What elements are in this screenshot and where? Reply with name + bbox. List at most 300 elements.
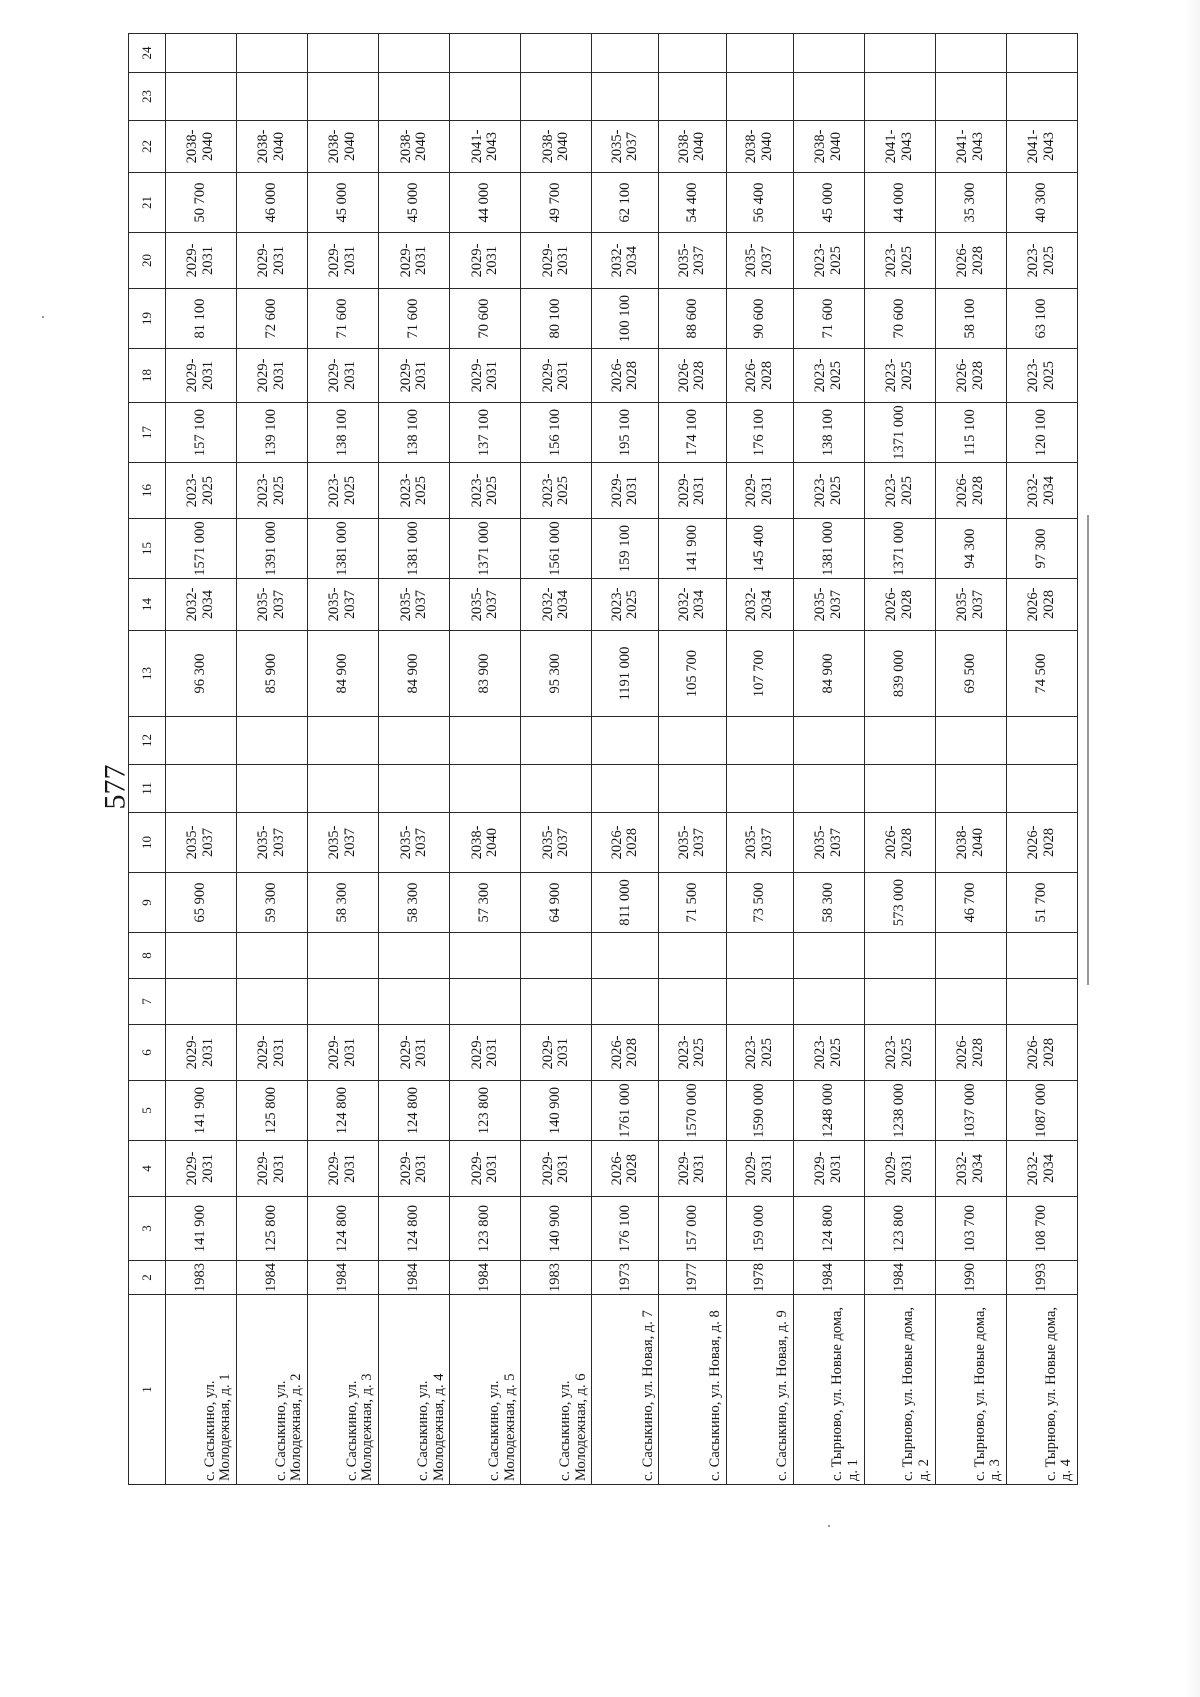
table-cell	[521, 765, 592, 813]
table-cell: 124 800	[379, 1081, 450, 1141]
table-cell: 2032-2034	[166, 579, 237, 631]
table-cell: 176 100	[726, 403, 793, 463]
table-cell: 84 900	[308, 631, 379, 717]
table-cell: 50 700	[166, 173, 237, 233]
table-cell	[935, 34, 1006, 73]
table-row	[1006, 34, 1077, 1485]
table-cell	[864, 717, 935, 765]
table-cell: 2026-2028	[935, 349, 1006, 403]
table-cell: 64 900	[521, 873, 592, 933]
table-cell: 2029-2031	[521, 233, 592, 289]
scan-speck	[828, 1525, 830, 1527]
table-cell: 84 900	[793, 631, 864, 717]
table-cell: 125 800	[237, 1197, 308, 1261]
table-cell	[659, 717, 726, 765]
table-cell: 1977	[659, 1261, 726, 1295]
table-cell: 2029-2031	[793, 1141, 864, 1197]
table-cell	[592, 933, 659, 979]
table-cell: 2023-2025	[237, 463, 308, 519]
table-row	[592, 34, 659, 1485]
table-cell: 46 000	[237, 173, 308, 233]
table-cell: 2023-2025	[1006, 233, 1077, 289]
table-row	[308, 34, 379, 1485]
table-cell	[521, 933, 592, 979]
table-cell: 58 300	[793, 873, 864, 933]
table-cell: 2023-2025	[450, 463, 521, 519]
table-cell	[592, 717, 659, 765]
table-cell: 123 800	[450, 1197, 521, 1261]
table-cell: 2032-2034	[592, 233, 659, 289]
column-header: 20	[129, 233, 166, 289]
table-cell: 35 300	[935, 173, 1006, 233]
table-cell	[864, 933, 935, 979]
table-cell: 88 600	[659, 289, 726, 349]
column-header: 18	[129, 349, 166, 403]
table-cell: 2041-2043	[935, 121, 1006, 173]
table-cell	[935, 717, 1006, 765]
column-header: 14	[129, 579, 166, 631]
table-cell: 45 000	[308, 173, 379, 233]
table-cell: 124 800	[308, 1081, 379, 1141]
table-cell	[793, 34, 864, 73]
table-cell: 839 000	[864, 631, 935, 717]
table-cell: 2023-2025	[793, 463, 864, 519]
separator-line	[1087, 515, 1089, 985]
table-cell: 44 000	[450, 173, 521, 233]
table-cell: 811 000	[592, 873, 659, 933]
table-cell: 2023-2025	[592, 579, 659, 631]
data-table	[128, 33, 1078, 1485]
table-cell: 105 700	[659, 631, 726, 717]
table-cell: 2023-2025	[864, 463, 935, 519]
table-cell: 1983	[521, 1261, 592, 1295]
scan-speck	[42, 316, 44, 318]
table-cell	[726, 765, 793, 813]
table-cell: 1087 000	[1006, 1081, 1077, 1141]
table-row	[726, 34, 793, 1485]
table-cell: 2032-2034	[1006, 1141, 1077, 1197]
table-row	[521, 34, 592, 1485]
table-cell: 2029-2031	[450, 349, 521, 403]
table-cell: 71 500	[659, 873, 726, 933]
table-cell: 2035-2037	[308, 579, 379, 631]
table-cell: 1984	[793, 1261, 864, 1295]
table-cell: 159 100	[592, 519, 659, 579]
table-cell	[379, 73, 450, 121]
table-cell: 123 800	[864, 1197, 935, 1261]
table-cell	[237, 717, 308, 765]
table-cell: 49 700	[521, 173, 592, 233]
table-row	[166, 34, 237, 1485]
table-cell: 72 600	[237, 289, 308, 349]
table-row	[659, 34, 726, 1485]
table-cell: 1371 000	[864, 403, 935, 463]
table-cell: 2029-2031	[521, 1141, 592, 1197]
table-cell	[379, 717, 450, 765]
table-cell: 71 600	[793, 289, 864, 349]
table-cell	[450, 717, 521, 765]
table-cell	[166, 73, 237, 121]
table-cell: 2023-2025	[726, 1025, 793, 1081]
table-cell: 2029-2031	[521, 1025, 592, 1081]
table-cell: 2035-2037	[379, 813, 450, 873]
table-row	[864, 34, 935, 1485]
table-cell: 2026-2028	[864, 813, 935, 873]
table-cell: 108 700	[1006, 1197, 1077, 1261]
table-cell: 2035-2037	[450, 579, 521, 631]
table-cell: 2023-2025	[864, 233, 935, 289]
table-cell: 2026-2028	[592, 349, 659, 403]
table-cell: 1381 000	[793, 519, 864, 579]
table-cell: 2026-2028	[935, 233, 1006, 289]
table-cell: 2035-2037	[726, 233, 793, 289]
table-cell: 1570 000	[659, 1081, 726, 1141]
table-cell	[935, 979, 1006, 1025]
table-cell: 2023-2025	[793, 1025, 864, 1081]
table-cell: 2029-2031	[379, 233, 450, 289]
table-cell	[237, 933, 308, 979]
table-cell	[450, 933, 521, 979]
table-cell	[237, 34, 308, 73]
table-cell: 1978	[726, 1261, 793, 1295]
table-cell: 2038-2040	[450, 813, 521, 873]
table-cell: 2029-2031	[166, 1025, 237, 1081]
table-cell: 85 900	[237, 631, 308, 717]
table-cell	[379, 34, 450, 73]
column-header: 2	[129, 1261, 166, 1295]
table-cell: 140 900	[521, 1081, 592, 1141]
table-cell: 45 000	[793, 173, 864, 233]
table-cell: 1984	[379, 1261, 450, 1295]
column-header: 24	[129, 34, 166, 73]
table-cell	[308, 717, 379, 765]
table-cell: 2035-2037	[726, 813, 793, 873]
table-cell	[308, 979, 379, 1025]
table-cell: 1571 000	[166, 519, 237, 579]
table-cell: 124 800	[308, 1197, 379, 1261]
table-row	[379, 34, 450, 1485]
table-cell: 2026-2028	[592, 1025, 659, 1081]
table-cell: 96 300	[166, 631, 237, 717]
table-cell: 2029-2031	[237, 1141, 308, 1197]
table-cell: 57 300	[450, 873, 521, 933]
table-cell	[166, 979, 237, 1025]
table-cell	[864, 979, 935, 1025]
table-cell: 1993	[1006, 1261, 1077, 1295]
table-cell: 63 100	[1006, 289, 1077, 349]
table-cell: 123 800	[450, 1081, 521, 1141]
table-cell: 2026-2028	[935, 463, 1006, 519]
table-cell: 120 100	[1006, 403, 1077, 463]
column-header: 1	[129, 1295, 166, 1485]
table-cell	[726, 34, 793, 73]
table-cell: 2026-2028	[1006, 579, 1077, 631]
address-cell: с. Тырново, ул. Новые дома, д. 4	[1006, 1295, 1077, 1485]
table-cell: 1248 000	[793, 1081, 864, 1141]
address-cell: с. Сасыкино, ул. Молодежная, д. 5	[450, 1295, 521, 1485]
column-header: 12	[129, 717, 166, 765]
table-cell: 138 100	[379, 403, 450, 463]
table-row	[237, 34, 308, 1485]
table-cell: 2032-2034	[726, 579, 793, 631]
table-cell: 2038-2040	[521, 121, 592, 173]
table-cell: 2029-2031	[237, 349, 308, 403]
table-cell: 95 300	[521, 631, 592, 717]
table-cell	[450, 765, 521, 813]
table-cell: 1381 000	[308, 519, 379, 579]
table-cell: 2038-2040	[793, 121, 864, 173]
table-cell: 44 000	[864, 173, 935, 233]
table-cell: 1761 000	[592, 1081, 659, 1141]
table-cell	[308, 34, 379, 73]
column-header: 8	[129, 933, 166, 979]
table-cell	[726, 717, 793, 765]
column-header: 19	[129, 289, 166, 349]
table-cell: 2026-2028	[592, 1141, 659, 1197]
address-cell: с. Сасыкино, ул. Новая, д. 8	[659, 1295, 726, 1485]
table-cell: 58 300	[379, 873, 450, 933]
table-cell	[237, 765, 308, 813]
table-cell: 81 100	[166, 289, 237, 349]
table-cell: 138 100	[308, 403, 379, 463]
table-cell	[166, 717, 237, 765]
table-cell	[659, 765, 726, 813]
table-cell	[793, 979, 864, 1025]
table-cell: 56 400	[726, 173, 793, 233]
address-cell: с. Сасыкино, ул. Молодежная, д. 4	[379, 1295, 450, 1485]
table-cell: 156 100	[521, 403, 592, 463]
header-row	[129, 34, 166, 1485]
table-cell: 2029-2031	[450, 1141, 521, 1197]
table-cell: 2029-2031	[308, 1141, 379, 1197]
table-cell: 2026-2028	[1006, 1025, 1077, 1081]
table-cell: 2029-2031	[864, 1141, 935, 1197]
table-cell: 2029-2031	[726, 463, 793, 519]
table-cell: 2041-2043	[864, 121, 935, 173]
table-cell: 100 100	[592, 289, 659, 349]
table-cell: 2029-2031	[237, 1025, 308, 1081]
table-cell: 174 100	[659, 403, 726, 463]
table-cell	[793, 717, 864, 765]
table-cell: 84 900	[379, 631, 450, 717]
table-cell: 70 600	[450, 289, 521, 349]
table-cell: 137 100	[450, 403, 521, 463]
table-cell: 124 800	[379, 1197, 450, 1261]
table-cell: 2029-2031	[308, 1025, 379, 1081]
table-row	[793, 34, 864, 1485]
table-cell: 141 900	[659, 519, 726, 579]
table-cell: 2023-2025	[1006, 349, 1077, 403]
address-cell: с. Тырново, ул. Новые дома, д. 2	[864, 1295, 935, 1485]
rotated-table-wrapper	[128, 46, 1078, 1485]
table-cell	[379, 933, 450, 979]
table-cell: 2038-2040	[659, 121, 726, 173]
table-cell	[521, 979, 592, 1025]
table-cell: 2035-2037	[935, 579, 1006, 631]
table-cell: 2029-2031	[379, 1025, 450, 1081]
table-cell	[592, 73, 659, 121]
table-cell: 2038-2040	[308, 121, 379, 173]
table-cell	[308, 73, 379, 121]
table-cell	[521, 717, 592, 765]
table-cell: 159 000	[726, 1197, 793, 1261]
table-cell: 58 300	[308, 873, 379, 933]
table-cell	[1006, 979, 1077, 1025]
table-cell: 157 000	[659, 1197, 726, 1261]
table-cell: 1391 000	[237, 519, 308, 579]
table-cell: 2041-2043	[450, 121, 521, 173]
table-cell: 1990	[935, 1261, 1006, 1295]
table-cell	[659, 73, 726, 121]
table-cell	[726, 73, 793, 121]
column-header: 10	[129, 813, 166, 873]
table-cell	[592, 34, 659, 73]
table-cell: 125 800	[237, 1081, 308, 1141]
table-cell: 90 600	[726, 289, 793, 349]
table-cell: 74 500	[1006, 631, 1077, 717]
table-cell	[864, 34, 935, 73]
table-cell: 2023-2025	[521, 463, 592, 519]
table-cell: 2029-2031	[237, 233, 308, 289]
table-cell: 2023-2025	[308, 463, 379, 519]
table-cell: 2035-2037	[659, 233, 726, 289]
table-cell: 2026-2028	[864, 579, 935, 631]
column-header: 17	[129, 403, 166, 463]
table-cell: 115 100	[935, 403, 1006, 463]
table-cell: 46 700	[935, 873, 1006, 933]
table-cell: 145 400	[726, 519, 793, 579]
table-cell: 2029-2031	[308, 233, 379, 289]
table-cell: 54 400	[659, 173, 726, 233]
table-cell	[521, 34, 592, 73]
column-header: 13	[129, 631, 166, 717]
table-cell: 2029-2031	[726, 1141, 793, 1197]
table-cell: 2035-2037	[166, 813, 237, 873]
table-cell	[793, 73, 864, 121]
table-cell: 1973	[592, 1261, 659, 1295]
table-cell	[726, 979, 793, 1025]
table-cell: 2035-2037	[793, 813, 864, 873]
table-cell: 58 100	[935, 289, 1006, 349]
table-cell	[1006, 933, 1077, 979]
address-cell: с. Сасыкино, ул. Новая, д. 7	[592, 1295, 659, 1485]
table-cell	[450, 34, 521, 73]
table-cell	[659, 34, 726, 73]
table-cell: 2023-2025	[864, 349, 935, 403]
table-cell	[1006, 34, 1077, 73]
table-cell: 70 600	[864, 289, 935, 349]
table-cell	[379, 765, 450, 813]
table-cell: 2029-2031	[166, 1141, 237, 1197]
table-cell: 2035-2037	[659, 813, 726, 873]
table-cell: 2038-2040	[237, 121, 308, 173]
table-cell: 40 300	[1006, 173, 1077, 233]
table-cell	[379, 979, 450, 1025]
table-cell: 2029-2031	[450, 233, 521, 289]
table-cell: 2035-2037	[237, 579, 308, 631]
table-row	[935, 34, 1006, 1485]
table-cell: 62 100	[592, 173, 659, 233]
column-header: 3	[129, 1197, 166, 1261]
table-cell: 69 500	[935, 631, 1006, 717]
table-cell: 71 600	[379, 289, 450, 349]
table-cell: 1590 000	[726, 1081, 793, 1141]
table-cell: 2029-2031	[521, 349, 592, 403]
column-header: 4	[129, 1141, 166, 1197]
table-cell	[166, 765, 237, 813]
table-cell: 2029-2031	[659, 463, 726, 519]
table-cell: 2026-2028	[1006, 813, 1077, 873]
table-cell: 2023-2025	[793, 233, 864, 289]
table-cell: 2035-2037	[521, 813, 592, 873]
table-cell: 2026-2028	[935, 1025, 1006, 1081]
column-header: 7	[129, 979, 166, 1025]
table-cell: 573 000	[864, 873, 935, 933]
address-cell: с. Сасыкино, ул. Молодежная, д. 3	[308, 1295, 379, 1485]
table-cell	[864, 73, 935, 121]
table-cell: 1238 000	[864, 1081, 935, 1141]
column-header: 11	[129, 765, 166, 813]
table-cell: 2032-2034	[521, 579, 592, 631]
table-cell	[1006, 765, 1077, 813]
table-cell: 157 100	[166, 403, 237, 463]
table-cell: 2029-2031	[450, 1025, 521, 1081]
table-cell	[935, 73, 1006, 121]
table-body	[166, 34, 1078, 1485]
table-cell: 2023-2025	[166, 463, 237, 519]
table-cell	[237, 979, 308, 1025]
table-cell: 139 100	[237, 403, 308, 463]
table-cell	[308, 765, 379, 813]
table-cell: 51 700	[1006, 873, 1077, 933]
table-cell: 1984	[308, 1261, 379, 1295]
table-cell: 2029-2031	[379, 1141, 450, 1197]
column-header: 21	[129, 173, 166, 233]
table-cell: 2035-2037	[237, 813, 308, 873]
table-cell: 1191 000	[592, 631, 659, 717]
table-cell: 1983	[166, 1261, 237, 1295]
table-cell: 1984	[450, 1261, 521, 1295]
table-cell: 2029-2031	[308, 349, 379, 403]
address-cell: с. Тырново, ул. Новые дома, д. 3	[935, 1295, 1006, 1485]
table-cell	[592, 765, 659, 813]
table-cell	[166, 34, 237, 73]
table-cell: 141 900	[166, 1197, 237, 1261]
table-cell	[450, 979, 521, 1025]
table-cell	[793, 933, 864, 979]
column-header: 15	[129, 519, 166, 579]
table-cell: 2023-2025	[379, 463, 450, 519]
table-cell	[166, 933, 237, 979]
address-cell: с. Сасыкино, ул. Молодежная, д. 2	[237, 1295, 308, 1485]
table-cell: 1561 000	[521, 519, 592, 579]
table-cell: 138 100	[793, 403, 864, 463]
table-cell: 2029-2031	[379, 349, 450, 403]
table-cell: 103 700	[935, 1197, 1006, 1261]
table-cell: 94 300	[935, 519, 1006, 579]
table-cell	[308, 933, 379, 979]
table-cell: 71 600	[308, 289, 379, 349]
page-number: 577	[98, 764, 132, 810]
table-cell	[592, 979, 659, 1025]
table-cell: 73 500	[726, 873, 793, 933]
table-cell: 195 100	[592, 403, 659, 463]
address-cell: с. Сасыкино, ул. Новая, д. 9	[726, 1295, 793, 1485]
table-cell: 2035-2037	[379, 579, 450, 631]
table-cell: 1381 000	[379, 519, 450, 579]
table-cell: 2038-2040	[166, 121, 237, 173]
table-cell: 2023-2025	[659, 1025, 726, 1081]
